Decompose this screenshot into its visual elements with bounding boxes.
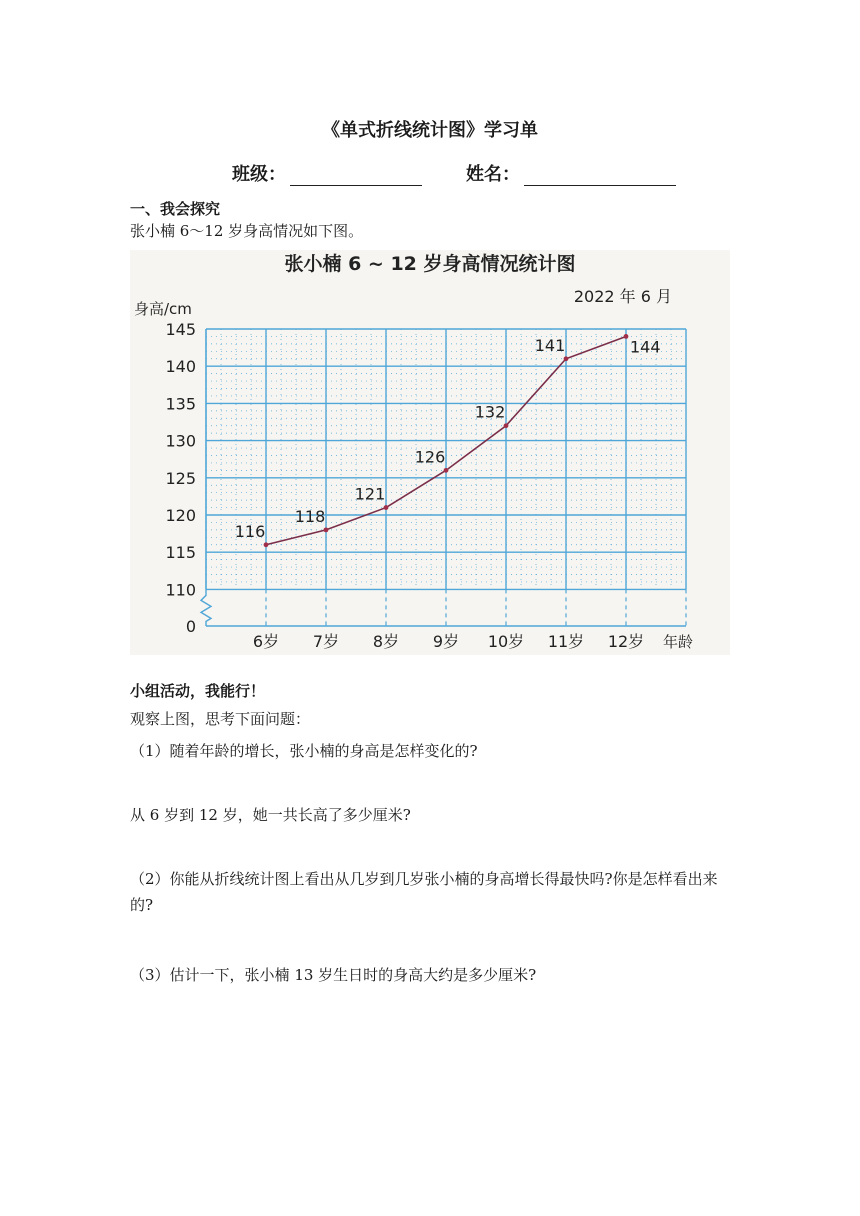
y-axis-label: 身高/cm (134, 300, 192, 318)
x-tick-label: 6岁 (252, 632, 280, 651)
observe-text: 观察上图，思考下面问题： (130, 710, 311, 728)
data-label: 141 (534, 335, 566, 355)
chart-date: 2022 年 6 月 (573, 287, 672, 306)
data-label: 121 (354, 484, 386, 504)
x-axis-label: 年龄 (662, 633, 694, 651)
data-point (444, 468, 449, 473)
question-2: （2）你能从折线统计图上看出从几岁到几岁张小楠的身高增长得最快吗?你是怎样看出来的? (130, 870, 718, 914)
intro-text: 张小楠 6～12 岁身高情况如下图。 (130, 222, 364, 240)
y-tick-label: 125 (165, 468, 196, 488)
x-tick-label: 12岁 (607, 632, 645, 651)
class-blank[interactable] (290, 165, 422, 186)
x-tick-label: 7岁 (312, 632, 340, 651)
x-tick-label: 9岁 (432, 632, 460, 651)
x-tick-label: 10岁 (487, 632, 525, 651)
class-field (232, 160, 422, 186)
data-point (384, 505, 389, 510)
question-1b: 从 6 岁到 12 岁，她一共长高了多少厘米? (130, 806, 411, 824)
question-1: （1）随着年龄的增长，张小楠的身高是怎样变化的? (130, 742, 478, 760)
y-tick-label: 110 (165, 580, 196, 600)
data-label: 132 (474, 402, 506, 422)
data-point (504, 423, 509, 428)
data-point (264, 542, 269, 547)
name-blank[interactable] (524, 165, 676, 186)
name-label: 姓名： (466, 164, 520, 185)
chart-image (130, 250, 730, 655)
data-point (624, 334, 629, 339)
x-tick-label: 8岁 (372, 632, 400, 651)
data-label: 126 (414, 447, 446, 467)
y-tick-label: 140 (165, 357, 196, 377)
height-line-chart (130, 250, 730, 655)
section-heading-group: 小组活动，我能行！ (130, 682, 266, 700)
y-tick-label: 0 (185, 617, 196, 636)
y-tick-label: 115 (165, 543, 196, 563)
worksheet-title: 《单式折线统计图》学习单 (322, 120, 538, 141)
data-label: 144 (630, 337, 661, 357)
y-tick-label: 135 (165, 394, 196, 414)
x-tick-label: 11岁 (547, 632, 585, 651)
section-heading-explore: 一、我会探究 (130, 200, 221, 218)
class-label: 班级： (232, 164, 286, 185)
data-label: 116 (234, 521, 266, 541)
data-point (324, 527, 329, 532)
y-tick-label: 120 (165, 506, 196, 525)
chart-title: 张小楠 6 ~ 12 岁身高情况统计图 (284, 253, 576, 275)
name-field (466, 160, 676, 186)
data-point (564, 356, 569, 361)
axis-break (201, 589, 211, 626)
y-tick-label: 145 (165, 320, 196, 339)
data-label: 118 (294, 506, 326, 526)
question-3: （3）估计一下，张小楠 13 岁生日时的身高大约是多少厘米? (130, 966, 537, 984)
y-tick-label: 130 (165, 431, 196, 451)
